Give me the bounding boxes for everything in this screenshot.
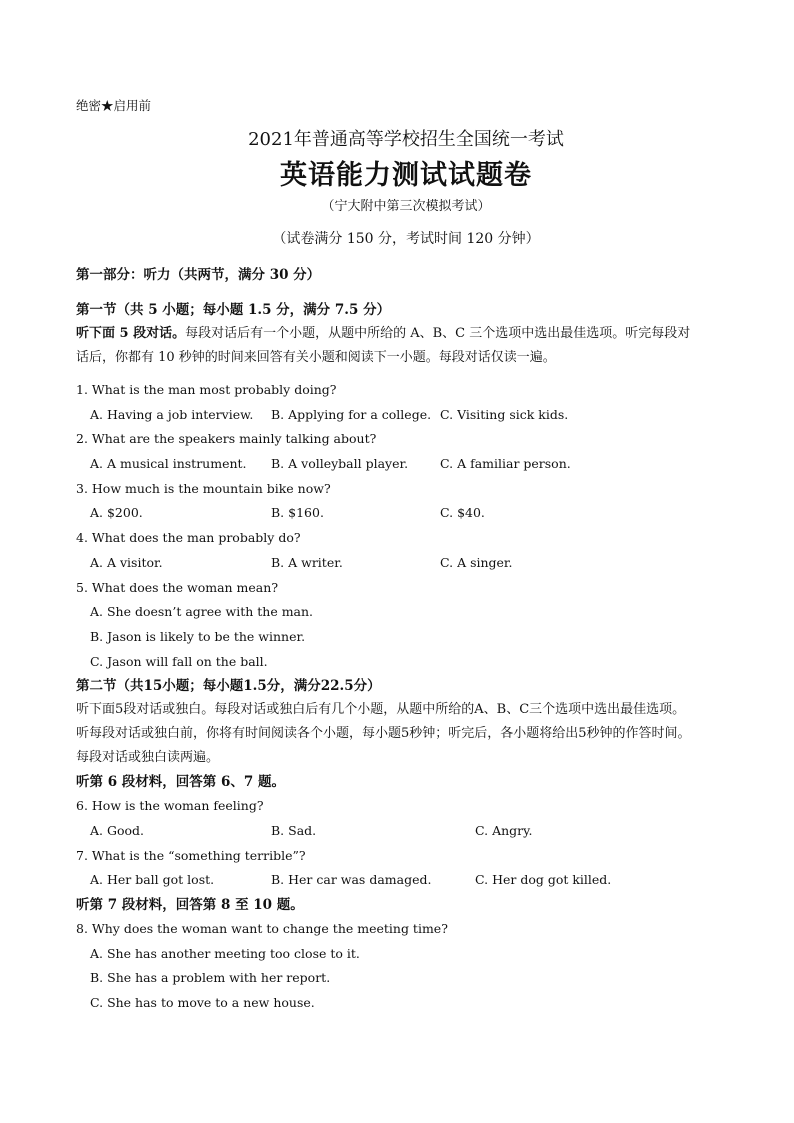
section2-heading: 第二节（共15小题；每小题1.5分，满分22.5分） [76, 678, 381, 695]
question-4-stem: 4. What does the man probably do? [76, 530, 301, 546]
question-4-options [76, 551, 736, 576]
question-1-option-a[interactable]: A. Having a job interview. [90, 406, 254, 422]
question-5-option-a[interactable]: A. She doesn’t agree with the man. [90, 604, 314, 620]
question-6-options [76, 819, 736, 844]
question-6-stem: 6. How is the woman feeling? [76, 798, 264, 814]
question-3-option-c[interactable]: C. $40. [440, 505, 485, 521]
question-8-option-b[interactable]: B. She has a problem with her report. [90, 970, 331, 986]
question-3-stem: 3. How much is the mountain bike now? [76, 480, 331, 496]
question-5-option-c[interactable]: C. Jason will fall on the ball. [90, 653, 268, 669]
question-6-option-a[interactable]: A. Good. [90, 822, 144, 838]
paper-subtitle: （宁大附中第三次模拟考试） [321, 199, 491, 214]
question-1-options [76, 403, 736, 428]
question-7-stem: 7. What is the “something terrible”? [76, 847, 306, 863]
question-5-stem: 5. What does the woman mean? [76, 579, 279, 595]
question-7-option-a[interactable]: A. Her ball got lost. [90, 872, 215, 888]
question-6-option-c[interactable]: C. Angry. [475, 822, 533, 838]
section2-instruction-line1: 听下面5段对话或独白。每段对话或独白后有几个小题，从题中所给的A、B、C三个选项中选出最佳选项。 [76, 702, 686, 718]
question-8-option-c[interactable]: C. She has to move to a new house. [90, 995, 315, 1011]
question-6-option-b[interactable]: B. Sad. [271, 822, 317, 838]
material-6-heading: 听第 6 段材料，回答第 6、7 题。 [76, 774, 285, 791]
question-2-option-b[interactable]: B. A volleyball player. [271, 456, 409, 472]
confidential-label: 绝密★启用前 [76, 98, 152, 113]
question-4-option-a[interactable]: A. A visitor. [90, 554, 163, 570]
question-8-option-a[interactable]: A. She has another meeting too close to it. [90, 945, 360, 961]
question-4-option-c[interactable]: C. A singer. [440, 554, 513, 570]
question-8-stem: 8. Why does the woman want to change the meeting time? [76, 921, 448, 936]
paper-title: 英语能力测试试题卷 [280, 160, 532, 191]
question-7-options [76, 868, 736, 893]
part1-heading: 第一部分：听力（共两节，满分 30 分） [76, 267, 321, 283]
material-7-heading: 听第 7 段材料，回答第 8 至 10 题。 [76, 897, 304, 913]
section1-instruction-bold: 听下面 5 段对话。 [76, 326, 186, 341]
section1-instruction-line1 [76, 322, 736, 346]
section1-instruction-text: 每段对话后有一个小题，从题中所给的 A、B、C 三个选项中选出最佳选项。听完每段对 [185, 326, 691, 341]
question-3-option-b[interactable]: B. $160. [271, 505, 324, 521]
question-1-option-c[interactable]: C. Visiting sick kids. [440, 406, 569, 422]
question-2-option-a[interactable]: A. A musical instrument. [90, 456, 247, 472]
question-4-option-b[interactable]: B. A writer. [271, 554, 343, 570]
section2-instruction-line2: 听每段对话或独白前，你将有时间阅读各个小题，每小题5秒钟；听完后，各小题将给出5秒钟的作答时间。 [76, 726, 691, 742]
exam-page [76, 96, 736, 1016]
question-2-option-c[interactable]: C. A familiar person. [440, 456, 571, 472]
exam-title: 2021年普通高等学校招生全国统一考试 [248, 129, 564, 150]
question-2-stem: 2. What are the speakers mainly talking about? [76, 431, 377, 447]
score-time-note: （试卷满分 150 分，考试时间 120 分钟） [272, 231, 540, 247]
question-1-stem: 1. What is the man most probably doing? [76, 382, 337, 397]
section2-instruction-line3: 每段对话或独白读两遍。 [76, 750, 220, 766]
question-7-option-b[interactable]: B. Her car was damaged. [271, 872, 432, 888]
question-3-options [76, 501, 736, 526]
question-3-option-a[interactable]: A. $200. [90, 505, 143, 521]
question-5-option-b[interactable]: B. Jason is likely to be the winner. [90, 628, 306, 644]
question-1-option-b[interactable]: B. Applying for a college. [271, 406, 432, 422]
section1-instruction-line2: 话后，你都有 10 秒钟的时间来回答有关小题和阅读下一小题。每段对话仅读一遍。 [76, 350, 556, 365]
section1-heading: 第一节（共 5 小题；每小题 1.5 分，满分 7.5 分） [76, 302, 391, 318]
question-7-option-c[interactable]: C. Her dog got killed. [475, 872, 612, 888]
question-2-options [76, 452, 736, 477]
